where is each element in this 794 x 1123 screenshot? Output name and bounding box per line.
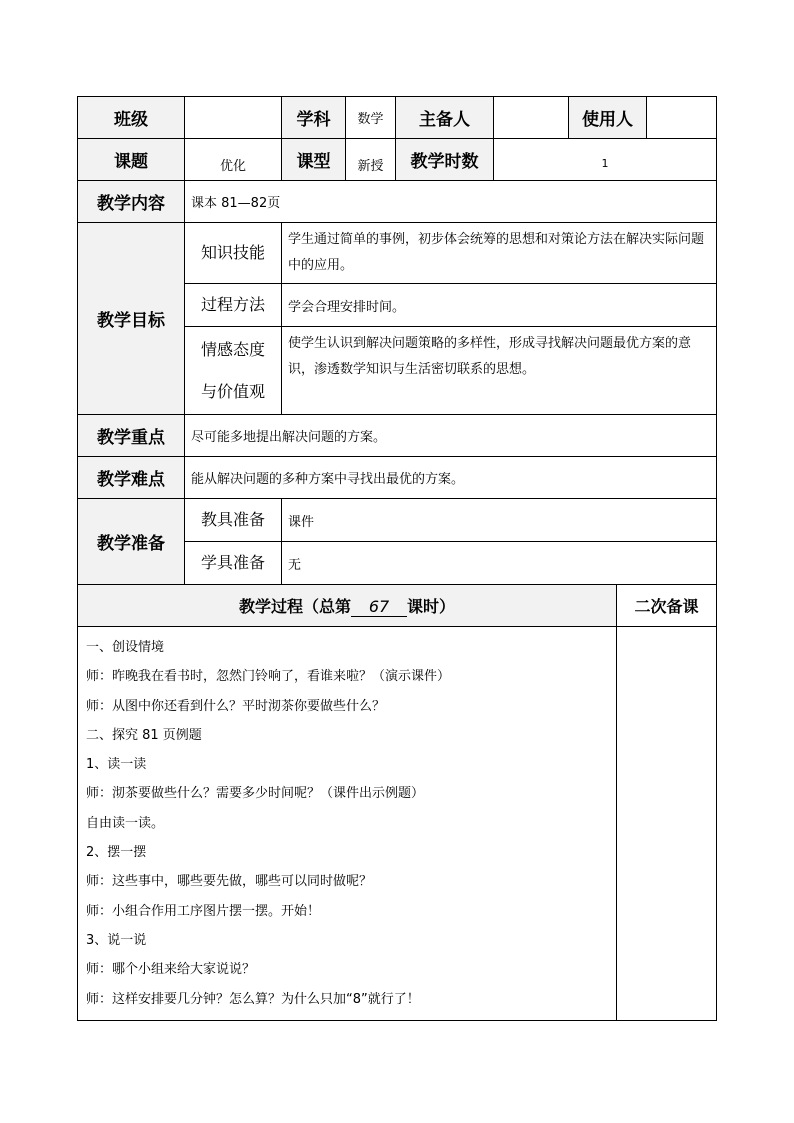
- process-body-row: [78, 627, 717, 1021]
- difficulty-row: [78, 457, 717, 499]
- class-value: [185, 97, 282, 139]
- user-value: [647, 97, 717, 139]
- process-line: 师：这些事中，哪些要先做，哪些可以同时做呢？: [86, 874, 373, 890]
- process-header-row: [78, 585, 717, 627]
- lesson-row: [78, 139, 717, 181]
- student-prep-value: 无: [282, 542, 717, 585]
- preparer-value: [494, 97, 569, 139]
- user-label: 使用人: [569, 97, 647, 139]
- process-title: [78, 585, 617, 627]
- type-value: 新授: [346, 139, 396, 181]
- teacher-prep-value: 课件: [282, 499, 717, 542]
- process-line: 一、创设情境: [86, 640, 165, 655]
- process-title-suffix: 课时）: [407, 597, 456, 616]
- subject-label: 学科: [282, 97, 346, 139]
- emotion-label: [185, 327, 282, 415]
- objective-knowledge-row: [78, 223, 717, 284]
- process-line: 师：小组合作用工序图片摆一摆。开始！: [86, 903, 321, 919]
- key-point-value: 尽可能多地提出解决问题的方案。: [185, 415, 717, 457]
- preparation-label: 教学准备: [78, 499, 185, 585]
- difficulty-value: 能从解决问题的多种方案中寻找出最优的方案。: [185, 457, 717, 499]
- process-content: [78, 627, 617, 1021]
- process-line: 师：从图中你还看到什么？平时沏茶你要做些什么？: [86, 698, 386, 714]
- type-label: 课型: [282, 139, 346, 181]
- topic-label: 课题: [78, 139, 185, 181]
- process-line: 3、说一说: [86, 932, 147, 948]
- process-method-label: 过程方法: [185, 284, 282, 327]
- knowledge-value: 学生通过简单的事例，初步体会统筹的思想和对策论方法在解决实际问题中的应用。: [282, 223, 717, 284]
- teacher-prep-label: 教具准备: [185, 499, 282, 542]
- student-prep-label: 学具准备: [185, 542, 282, 585]
- knowledge-label: 知识技能: [185, 223, 282, 284]
- lesson-plan-table: [77, 96, 717, 1021]
- process-line: 师：哪个小组来给大家说说？: [86, 962, 256, 978]
- key-point-row: [78, 415, 717, 457]
- content-row: [78, 181, 717, 223]
- emotion-value: 使学生认识到解决问题策略的多样性，形成寻找解决问题最优方案的意识，渗透数学知识与生活密切联系的思想。: [282, 327, 717, 415]
- lesson-number: 67: [351, 597, 407, 617]
- second-prep-notes: [617, 627, 717, 1021]
- preparer-label: 主备人: [396, 97, 494, 139]
- process-line: 师：昨晚我在看书时，忽然门铃响了，看谁来啦？（演示课件）: [86, 669, 451, 685]
- process-line: 自由读一读。: [86, 815, 165, 831]
- emotion-label-line-2: 与价值观: [200, 381, 265, 401]
- second-prep-label: 二次备课: [617, 585, 717, 627]
- emotion-label-line-1: 情感态度: [200, 339, 265, 359]
- hours-label: 教学时数: [396, 139, 494, 181]
- process-line: 二、探究 81 页例题: [86, 727, 202, 743]
- subject-value: 数学: [346, 97, 396, 139]
- process-line: 师：这样安排要几分钟？怎么算？为什么只加“8”就行了！: [86, 991, 420, 1007]
- process-line: 师：沏茶要做些什么？需要多少时间呢？（课件出示例题）: [86, 786, 425, 802]
- hours-value: 1: [494, 139, 717, 181]
- objectives-label: 教学目标: [78, 223, 185, 415]
- content-label: 教学内容: [78, 181, 185, 223]
- difficulty-label: 教学难点: [78, 457, 185, 499]
- topic-value: 优化: [185, 139, 282, 181]
- content-value: 课本 81—82页: [185, 181, 717, 223]
- header-row: [78, 97, 717, 139]
- process-method-value: 学会合理安排时间。: [282, 284, 717, 327]
- class-label: 班级: [78, 97, 185, 139]
- key-point-label: 教学重点: [78, 415, 185, 457]
- process-line: 1、读一读: [86, 757, 147, 773]
- process-line: 2、摆一摆: [86, 845, 147, 861]
- process-title-prefix: 教学过程（总第: [238, 597, 351, 616]
- prep-teacher-row: [78, 499, 717, 542]
